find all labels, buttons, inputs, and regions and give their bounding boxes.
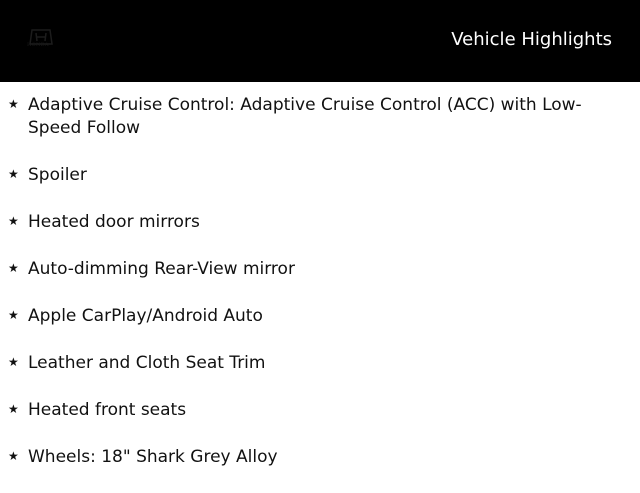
highlight-text: Adaptive Cruise Control: Adaptive Cruise Control (ACC) with Low-Speed Follow [28,95,582,138]
highlight-text: Heated front seats [28,400,187,420]
highlight-item [0,94,640,140]
highlights-list [0,94,640,493]
highlight-item [0,258,640,281]
logo-text: HONDA [27,42,49,48]
highlight-item [0,305,640,328]
highlight-item [0,211,640,234]
highlight-item [0,164,640,187]
highlight-text: Wheels: 18" Shark Grey Alloy [28,447,278,467]
highlight-item [0,352,640,375]
highlight-item [0,446,640,469]
star-icon: ★ [8,97,19,111]
highlight-text: Auto-dimming Rear-View mirror [28,259,295,279]
page-title: Vehicle Highlights [451,29,612,50]
star-icon: ★ [8,402,19,416]
star-icon: ★ [8,214,19,228]
star-icon: ★ [8,449,19,463]
star-icon: ★ [8,167,19,181]
star-icon: ★ [8,308,19,322]
header-bar [0,0,640,82]
highlight-text: Leather and Cloth Seat Trim [28,353,266,373]
star-icon: ★ [8,261,19,275]
highlight-text: Heated door mirrors [28,212,200,232]
highlight-text: Spoiler [28,165,87,185]
highlight-text: Apple CarPlay/Android Auto [28,306,263,326]
star-icon: ★ [8,355,19,369]
highlight-item [0,399,640,422]
